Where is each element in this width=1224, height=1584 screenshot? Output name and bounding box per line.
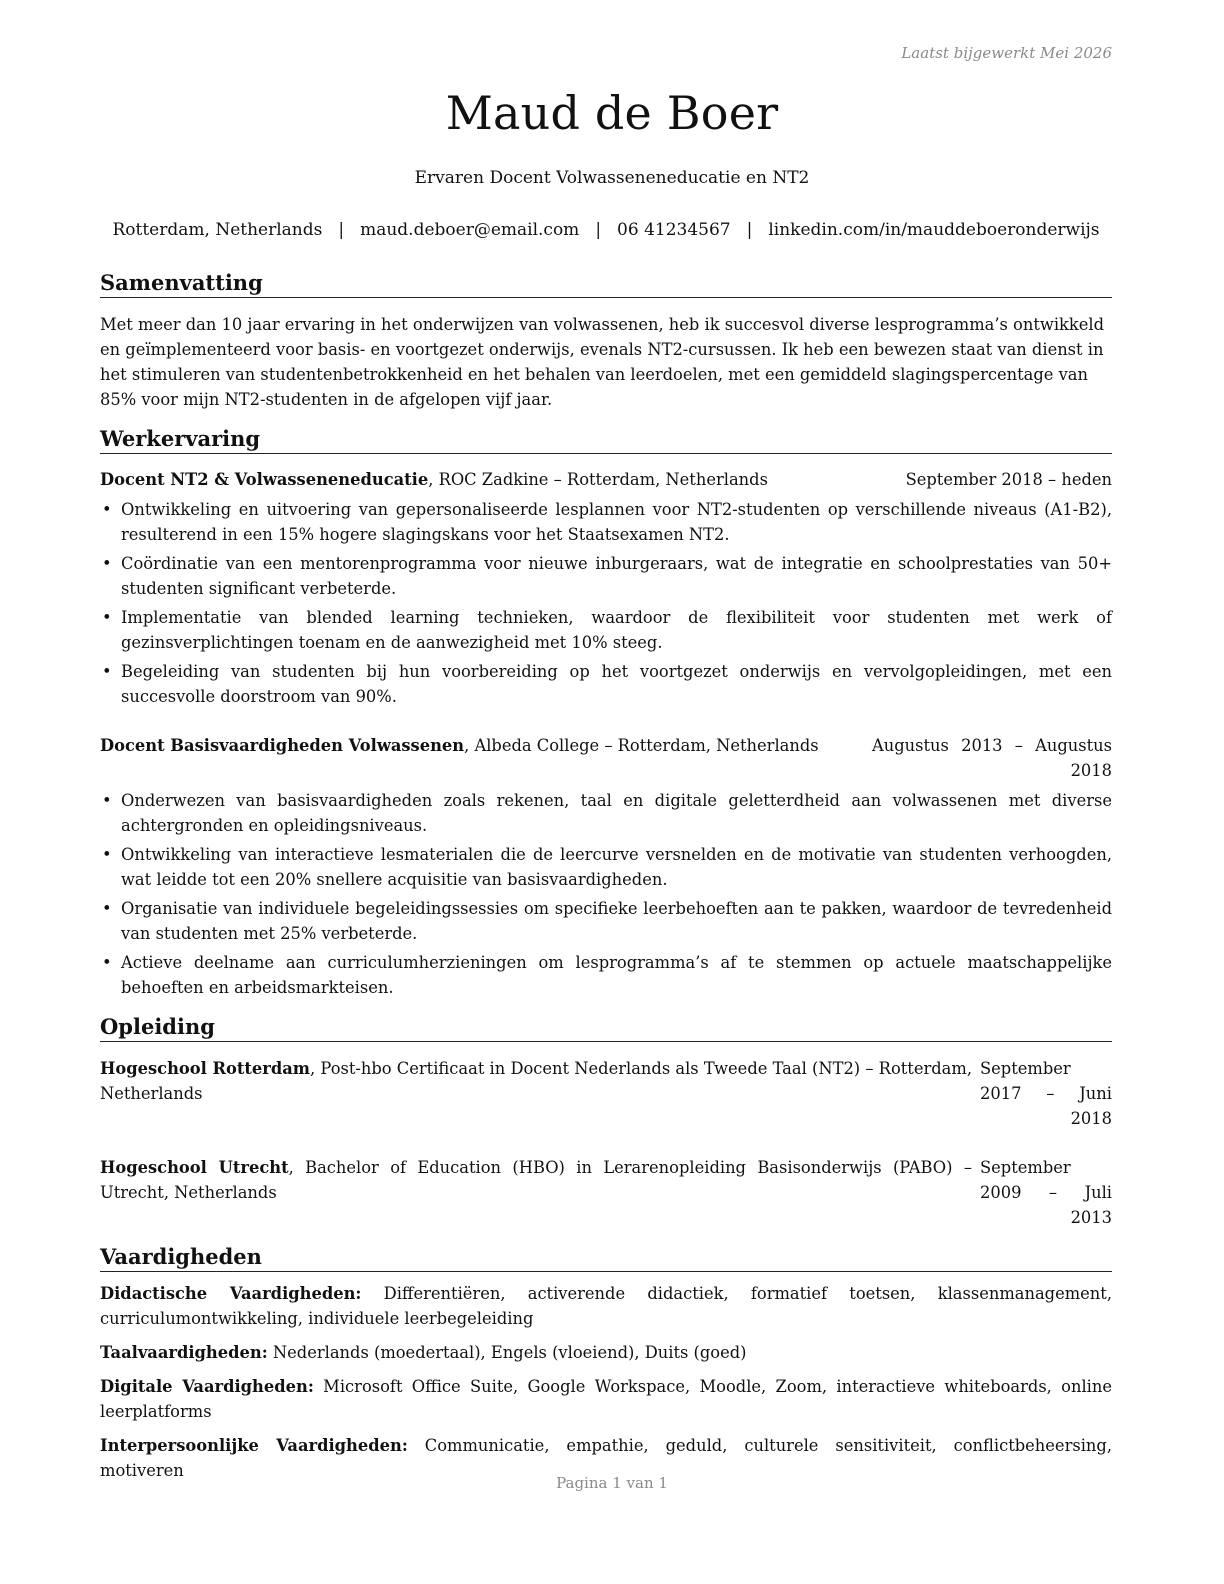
list-item: • Coördinatie van een mentorenprogramma voor nieuwe inburgeraars, wat de integratie en schoolprestaties van 50+ studenten significant verbeterde.	[100, 551, 1112, 601]
job-bullets	[100, 788, 1112, 1000]
last-updated-note: Laatst bijgewerkt Mei 2026	[901, 44, 1112, 62]
skill-value: Nederlands (moedertaal), Engels (vloeiend), Duits (goed)	[267, 1343, 747, 1362]
skill-label: Taalvaardigheden:	[100, 1343, 268, 1362]
contact-line	[100, 220, 1112, 240]
skill-line	[100, 1281, 1112, 1331]
education-dates: September 2017 – Juni 2018	[980, 1059, 1112, 1128]
contact-separator: |	[746, 220, 753, 240]
job-organization: , ROC Zadkine – Rotterdam, Netherlands	[428, 470, 768, 489]
education-description	[100, 1155, 980, 1230]
resume-content	[100, 270, 1112, 1483]
education-entry	[100, 1155, 1112, 1230]
skill-value: Microsoft Office Suite, Google Workspace, Moodle, Zoom, interactieve whiteboards, online leerplatforms	[100, 1377, 1112, 1421]
job-title: Docent Basisvaardigheden Volwassenen	[100, 736, 465, 755]
skill-line	[100, 1340, 1112, 1365]
list-item: • Actieve deelname aan curriculumherzieningen om lesprogramma’s af te stemmen op actuele maatschappelijke behoeften en arbeidsmarkteisen.	[100, 950, 1112, 1000]
list-item: • Ontwikkeling en uitvoering van gepersonaliseerde lesplannen voor NT2-studenten op verschillende niveaus (A1-B2), resulterend in een 15% hogere slagingskans voor het Staatsexamen NT2.	[100, 497, 1112, 547]
contact-separator: |	[338, 220, 345, 240]
page-number: Pagina 1 van 1	[556, 1474, 668, 1492]
work-section	[100, 426, 1112, 1000]
skill-value: Communicatie, empathie, geduld, culturele sensitiviteit, conflictbeheersing, motiveren	[100, 1436, 1112, 1480]
contact-phone: 06 41234567	[617, 220, 731, 240]
job-entry	[100, 467, 1112, 709]
section-heading-summary: Samenvatting	[100, 270, 1112, 298]
skill-label: Digitale Vaardigheden:	[100, 1377, 314, 1396]
summary-section	[100, 270, 1112, 412]
contact-separator: |	[595, 220, 602, 240]
job-title-line	[100, 467, 906, 492]
education-entry	[100, 1056, 1112, 1131]
contact-linkedin[interactable]: linkedin.com/in/mauddeboeronderwijs	[768, 220, 1100, 240]
job-header	[100, 467, 1112, 492]
job-title-line	[100, 733, 872, 783]
contact-email[interactable]: maud.deboer@email.com	[360, 220, 580, 240]
job-organization: , Albeda College – Rotterdam, Netherlands	[464, 736, 819, 755]
candidate-name: Maud de Boer	[445, 86, 779, 140]
skills-section	[100, 1244, 1112, 1483]
section-heading-education: Opleiding	[100, 1014, 1112, 1042]
job-header	[100, 733, 1112, 783]
contact-location: Rotterdam, Netherlands	[112, 220, 323, 240]
education-detail: , Post-hbo Certificaat in Docent Nederlands als Tweede Taal (NT2) – Rotterdam, Netherlands	[100, 1059, 972, 1103]
job-entry	[100, 733, 1112, 1000]
education-section	[100, 1014, 1112, 1230]
list-item: • Begeleiding van studenten bij hun voorbereiding op het voortgezet onderwijs en vervolgopleidingen, met een succesvolle doorstroom van 90%.	[100, 659, 1112, 709]
education-detail: , Bachelor of Education (HBO) in Lerarenopleiding Basisonderwijs (PABO) – Utrecht, Netherlands	[100, 1158, 972, 1202]
list-item: • Organisatie van individuele begeleidingssessies om specifieke leerbehoeften aan te pakken, waardoor de tevredenheid van studenten met 25% verbeterde.	[100, 896, 1112, 946]
job-title: Docent NT2 & Volwasseneneducatie	[100, 470, 429, 489]
section-heading-work: Werkervaring	[100, 426, 1112, 454]
skill-label: Interpersoonlijke Vaardigheden:	[100, 1436, 408, 1455]
skill-label: Didactische Vaardigheden:	[100, 1284, 362, 1303]
candidate-tagline: Ervaren Docent Volwasseneneducatie en NT2	[414, 168, 810, 188]
list-item: • Ontwikkeling van interactieve lesmaterialen die de leercurve versnelden en de motivatie van studenten verhoogden, wat leidde tot een 20% snellere acquisitie van basisvaardigheden.	[100, 842, 1112, 892]
skill-value: Differentiëren, activerende didactiek, formatief toetsen, klassenmanagement, curriculumontwikkeling, individuele leerbegeleiding	[100, 1284, 1112, 1328]
list-item: • Implementatie van blended learning technieken, waardoor de flexibiliteit voor studenten met werk of gezinsverplichtingen toenam en de aanwezigheid met 10% steeg.	[100, 605, 1112, 655]
section-heading-skills: Vaardigheden	[100, 1244, 1112, 1272]
education-school: Hogeschool Utrecht	[100, 1158, 289, 1177]
summary-text: Met meer dan 10 jaar ervaring in het onderwijzen van volwassenen, heb ik succesvol diverse lesprogramma’s ontwikkeld en geïmplementeerd voor basis- en voortgezet onderwijs, evenals NT2-cursussen. Ik heb een bewezen staat van dienst in het stimuleren van studentenbetrokkenheid en het behalen van leerdoelen, met een gemiddeld slagingspercentage van 85% voor mijn NT2-studenten in de afgelopen vijf jaar.	[100, 315, 1105, 409]
skill-line	[100, 1374, 1112, 1424]
list-item: • Onderwezen van basisvaardigheden zoals rekenen, taal en digitale geletterdheid aan volwassenen met diverse achtergronden en opleidingsniveaus.	[100, 788, 1112, 838]
education-description	[100, 1056, 980, 1131]
education-school: Hogeschool Rotterdam	[100, 1059, 311, 1078]
job-dates: Augustus 2013 – Augustus 2018	[872, 736, 1112, 780]
education-dates: September 2009 – Juli 2013	[980, 1158, 1112, 1227]
job-dates: September 2018 – heden	[905, 470, 1112, 489]
job-bullets	[100, 497, 1112, 709]
